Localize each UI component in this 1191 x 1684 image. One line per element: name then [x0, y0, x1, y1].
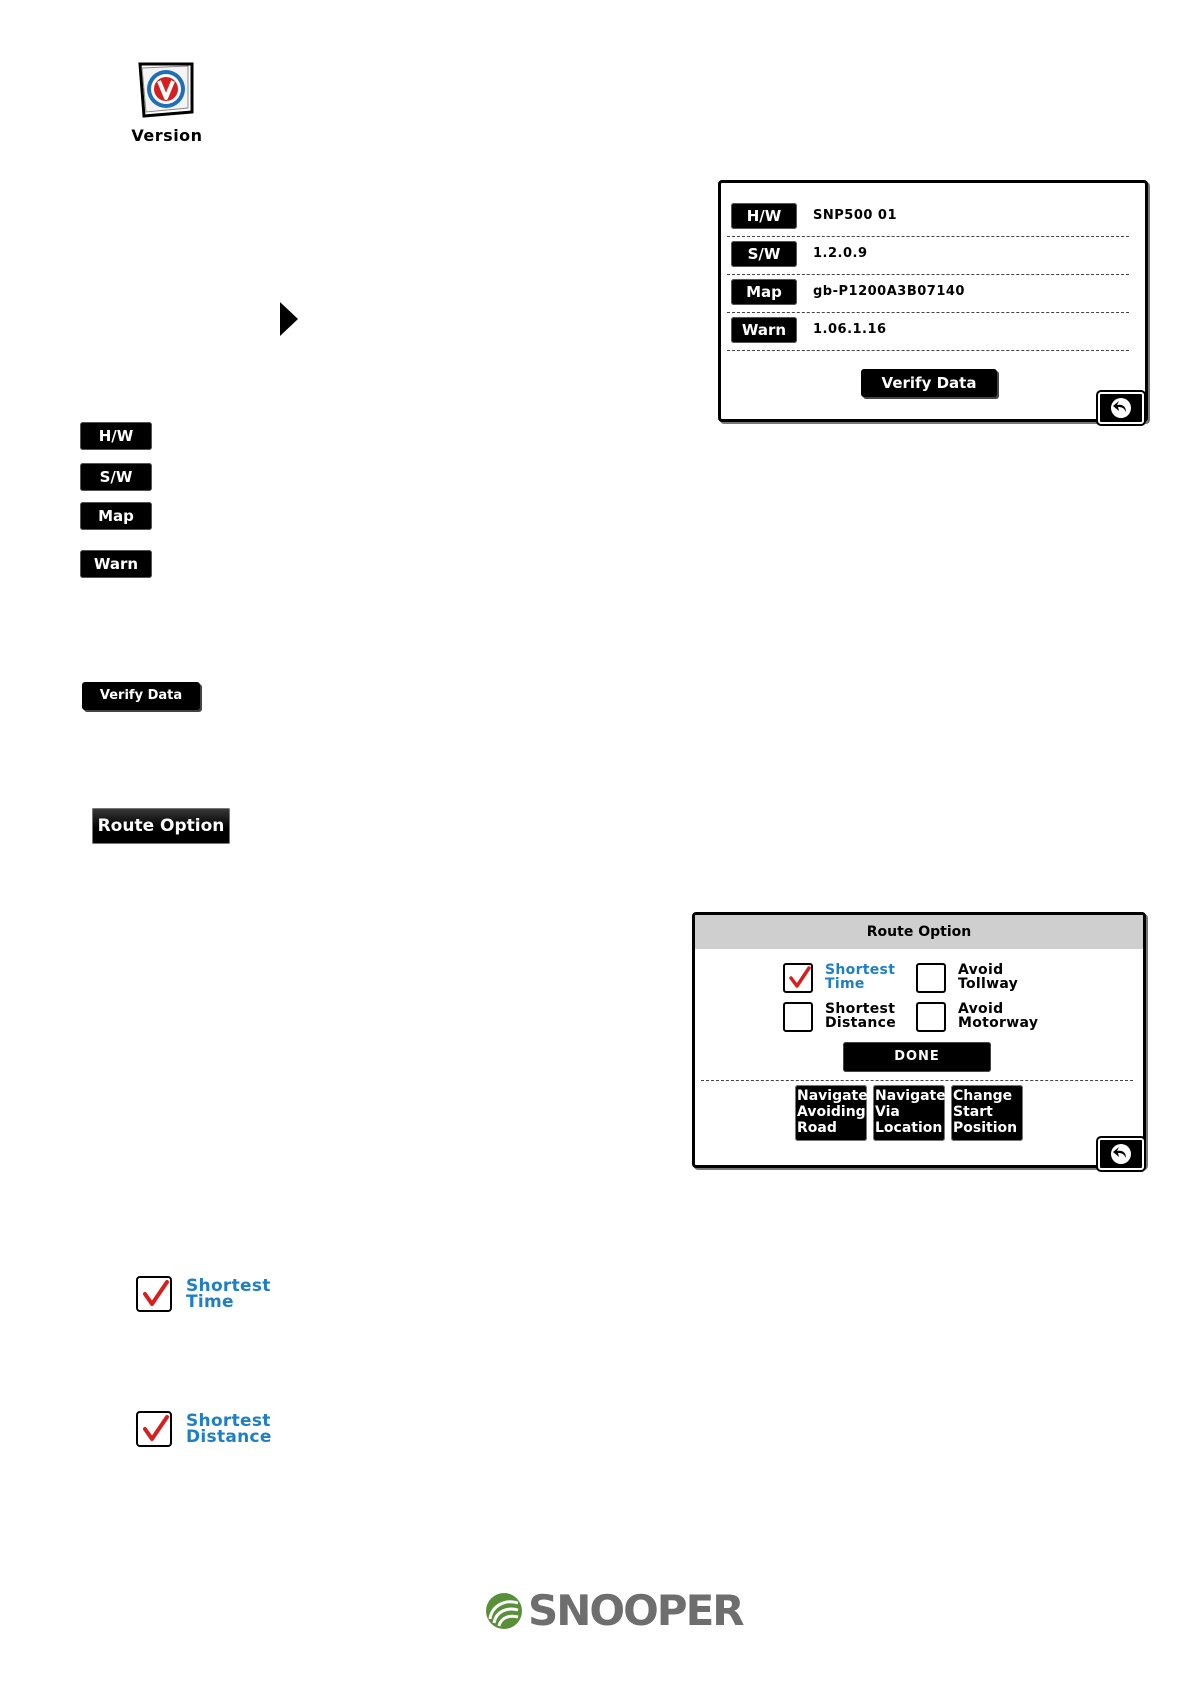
shortest-distance-option-large[interactable] — [136, 1411, 272, 1447]
checkbox-checked[interactable] — [136, 1276, 172, 1312]
snooper-swirl-icon — [484, 1591, 524, 1631]
logo-text: SNOOPER — [528, 1586, 743, 1635]
option-label: Shortest Distance — [825, 1001, 897, 1031]
done-button[interactable]: DONE — [843, 1042, 991, 1072]
row-value: 1.06.1.16 — [813, 322, 887, 337]
back-arrow-icon — [1109, 1143, 1133, 1165]
option-avoid-motorway[interactable] — [916, 1002, 1038, 1032]
change-start-position-button[interactable]: Change Start Position — [951, 1085, 1023, 1141]
navigate-avoiding-road-button[interactable]: Navigate Avoiding Road — [795, 1085, 867, 1141]
checkbox-checked[interactable] — [136, 1411, 172, 1447]
option-label: Shortest Distance — [186, 1411, 272, 1447]
route-option-screen — [692, 912, 1146, 1168]
map-label: Map — [80, 502, 152, 530]
check-mark-icon — [787, 965, 813, 991]
row-label: H/W — [731, 203, 797, 229]
option-shortest-distance[interactable] — [783, 1002, 896, 1032]
version-screen — [718, 180, 1148, 422]
version-row-warn — [727, 312, 1129, 351]
verify-data-button[interactable]: Verify Data — [861, 369, 997, 397]
warn-label: Warn — [80, 550, 152, 578]
option-label: Avoid Motorway — [958, 1001, 1039, 1031]
back-button[interactable] — [1098, 392, 1144, 424]
row-value: gb-P1200A3B07140 — [813, 284, 965, 299]
verify-data-button[interactable]: Verify Data — [82, 682, 200, 710]
hw-label: H/W — [80, 422, 152, 450]
checkbox-unchecked[interactable] — [916, 963, 946, 993]
snooper-logo — [484, 1586, 743, 1635]
checkbox-unchecked[interactable] — [783, 1002, 813, 1032]
checkbox-checked[interactable] — [783, 963, 813, 993]
divider — [701, 1080, 1133, 1081]
back-arrow-icon — [1109, 397, 1133, 419]
checkbox-unchecked[interactable] — [916, 1002, 946, 1032]
row-value: 1.2.0.9 — [813, 246, 868, 261]
version-v-icon — [136, 60, 196, 120]
row-value: SNP500 01 — [813, 208, 898, 223]
row-label: Warn — [731, 317, 797, 343]
pointer-arrow-icon — [280, 302, 298, 336]
option-label: Avoid Tollway — [958, 962, 1019, 992]
row-label: Map — [731, 279, 797, 305]
check-mark-icon — [140, 1413, 172, 1445]
check-mark-icon — [140, 1278, 172, 1310]
shortest-time-option-large[interactable] — [136, 1276, 271, 1312]
version-row-hw — [727, 198, 1129, 237]
option-avoid-tollway[interactable] — [916, 963, 1018, 993]
version-row-sw — [727, 236, 1129, 275]
option-shortest-time[interactable] — [783, 963, 895, 993]
version-label: Version — [131, 126, 203, 145]
sw-label: S/W — [80, 463, 152, 491]
navigate-via-location-button[interactable]: Navigate Via Location — [873, 1085, 945, 1141]
row-label: S/W — [731, 241, 797, 267]
route-option-title: Route Option — [695, 915, 1143, 949]
option-label: Shortest Time — [186, 1276, 271, 1312]
version-row-map — [727, 274, 1129, 313]
back-button[interactable] — [1098, 1138, 1144, 1170]
option-label: Shortest Time — [825, 962, 896, 992]
route-option-button[interactable]: Route Option — [92, 808, 230, 844]
